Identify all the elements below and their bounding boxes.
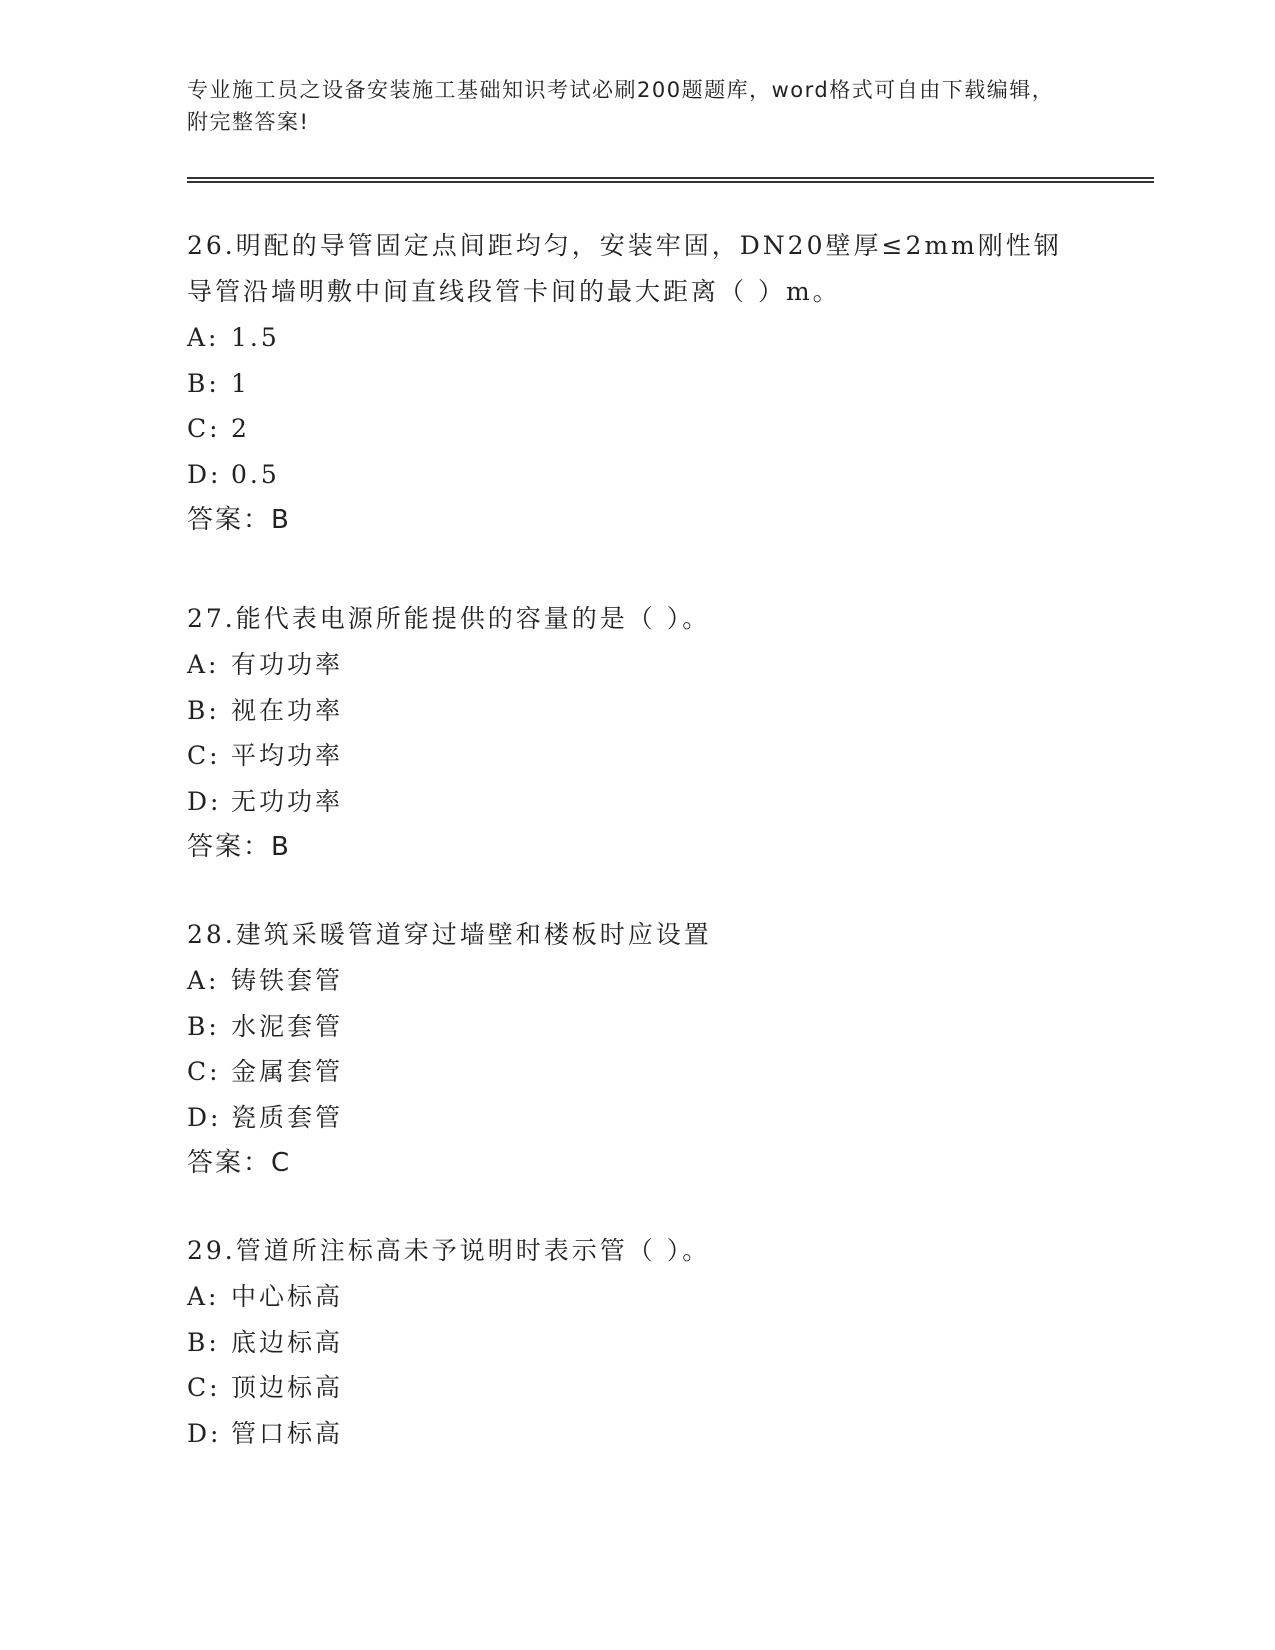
option-b xyxy=(187,688,1087,734)
option-text: 铸铁套管 xyxy=(231,966,344,995)
option-text: 有功功率 xyxy=(231,650,344,679)
question-title: 27.能代表电源所能提供的容量的是（ ）。 xyxy=(187,604,711,633)
option-b xyxy=(187,361,1087,407)
option-text: 水泥套管 xyxy=(231,1011,344,1041)
option-d xyxy=(187,452,1087,498)
question-title: 28.建筑采暖管道穿过墙壁和楼板时应设置 xyxy=(187,920,712,949)
question-27 xyxy=(187,596,1087,870)
question-29 xyxy=(187,1228,1087,1456)
option-d xyxy=(187,779,1087,825)
option-letter: D: xyxy=(187,1102,222,1132)
option-letter: B: xyxy=(187,695,220,725)
answer-text: 答案：C xyxy=(187,1148,292,1178)
option-text: 底边标高 xyxy=(231,1327,344,1357)
option-text: 2 xyxy=(231,414,250,443)
option-d xyxy=(187,1411,1087,1457)
question-title: 26.明配的导管固定点间距均匀，安装牢固，DN20壁厚≤2mm刚性钢导管沿墙明敷中间直线段管卡间的最大距离（ ）m。 xyxy=(187,231,1062,306)
option-text: 视在功率 xyxy=(231,695,344,725)
option-text: 平均功率 xyxy=(231,741,344,770)
header-rule-bottom xyxy=(187,181,1154,183)
option-letter: A: xyxy=(187,650,220,679)
option-letter: B: xyxy=(187,1011,220,1041)
option-a xyxy=(187,958,1087,1004)
option-letter: D: xyxy=(187,1418,222,1448)
answer-text: 答案：B xyxy=(187,832,291,862)
option-a xyxy=(187,315,1087,361)
option-a xyxy=(187,1274,1087,1320)
option-a xyxy=(187,642,1087,688)
option-c xyxy=(187,1049,1087,1095)
option-d xyxy=(187,1095,1087,1141)
option-letter: A: xyxy=(187,966,220,995)
option-text: 无功功率 xyxy=(231,786,344,816)
option-c xyxy=(187,733,1087,779)
option-letter: C: xyxy=(187,1057,221,1086)
document-header: 专业施工员之设备安装施工基础知识考试必刷200题题库，word格式可自由下载编辑，附完整答案! xyxy=(187,78,1055,134)
question-28 xyxy=(187,912,1087,1186)
option-letter: A: xyxy=(187,1282,220,1311)
option-b xyxy=(187,1320,1087,1366)
option-b xyxy=(187,1004,1087,1050)
option-letter: D: xyxy=(187,459,222,489)
header-rule-top xyxy=(187,177,1154,179)
option-letter: C: xyxy=(187,1373,221,1402)
option-text: 1.5 xyxy=(231,323,280,352)
question-26 xyxy=(187,223,1087,543)
option-text: 0.5 xyxy=(231,459,280,489)
question-title: 29.管道所注标高未予说明时表示管（ ）。 xyxy=(187,1236,711,1265)
option-letter: A: xyxy=(187,323,220,352)
option-text: 1 xyxy=(231,368,250,398)
option-text: 顶边标高 xyxy=(231,1373,344,1402)
option-text: 管口标高 xyxy=(231,1418,344,1448)
option-text: 金属套管 xyxy=(231,1057,344,1086)
option-letter: B: xyxy=(187,368,220,398)
answer-text: 答案：B xyxy=(187,505,291,535)
option-text: 瓷质套管 xyxy=(231,1102,344,1132)
option-letter: C: xyxy=(187,414,221,443)
option-c xyxy=(187,1365,1087,1411)
option-letter: B: xyxy=(187,1327,220,1357)
option-text: 中心标高 xyxy=(231,1282,344,1311)
option-c xyxy=(187,406,1087,452)
option-letter: D: xyxy=(187,786,222,816)
option-letter: C: xyxy=(187,741,221,770)
